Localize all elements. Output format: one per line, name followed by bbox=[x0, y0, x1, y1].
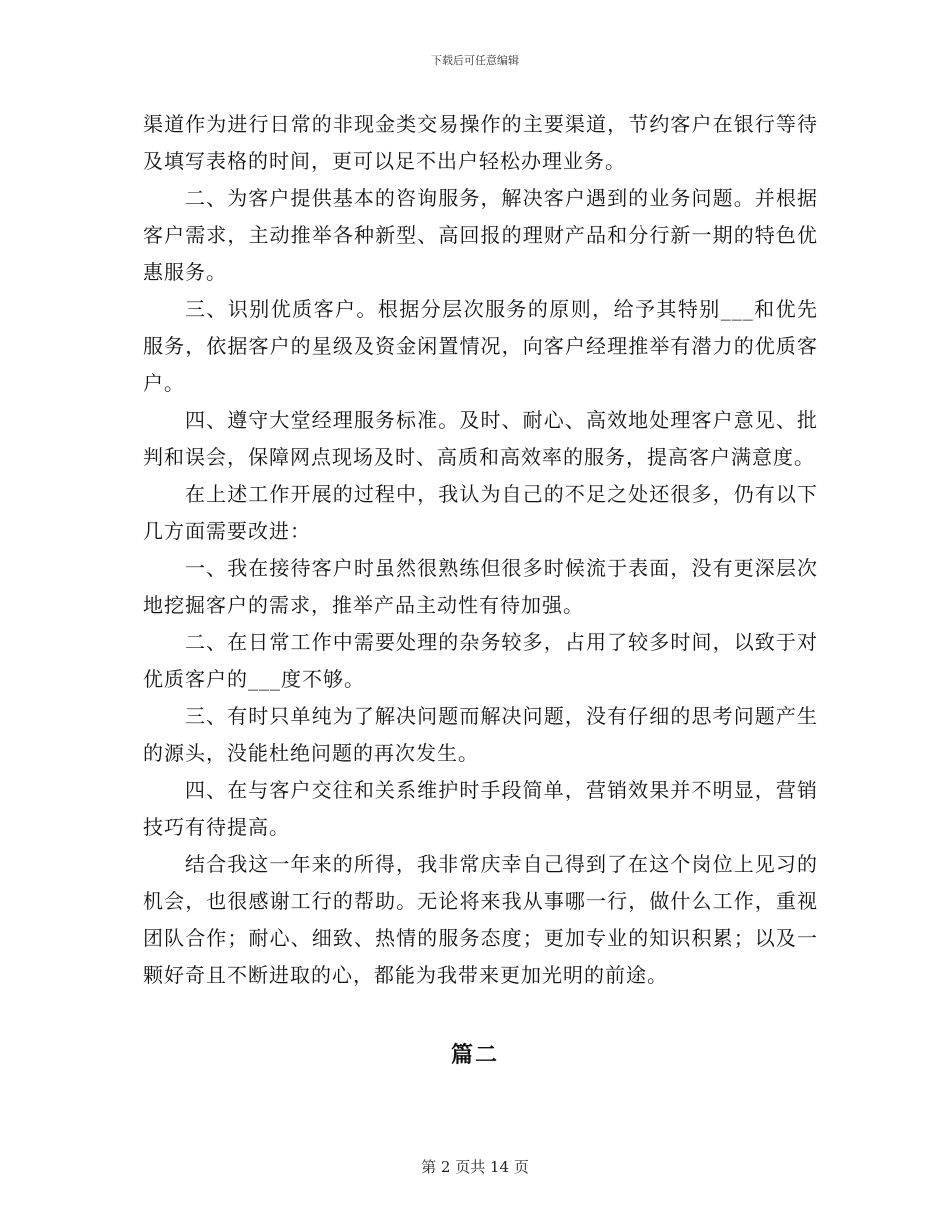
page-number-footer: 第 2 页共 14 页 bbox=[421, 1158, 529, 1176]
paragraph-shortcomings-intro: 在上述工作开展的过程中，我认为自己的不足之处还很多，仍有以下几方面需要改进： bbox=[143, 482, 818, 543]
paragraph-identify-customers: 三、识别优质客户。根据分层次服务的原则，给予其特别___和优先服务，依据客户的星级及资金闲置情况，向客户经理推举有潜力的优质客户。 bbox=[143, 297, 818, 395]
paragraph-improvement-2: 二、在日常工作中需要处理的杂务较多，占用了较多时间，以致于对优质客户的___度不够。 bbox=[143, 630, 818, 691]
paragraph-improvement-3: 三、有时只单纯为了解决问题而解决问题，没有仔细的思考问题产生的源头，没能杜绝问题的再次发生。 bbox=[143, 704, 818, 765]
page-header: 下载后可任意编辑 bbox=[431, 54, 519, 67]
paragraph-consulting-service: 二、为客户提供基本的咨询服务，解决客户遇到的业务问题。并根据客户需求，主动推举各种新型、高回报的理财产品和分行新一期的特色优惠服务。 bbox=[143, 186, 818, 284]
paragraph-service-standard: 四、遵守大堂经理服务标准。及时、耐心、高效地处理客户意见、批判和误会，保障网点现场及时、高质和高效率的服务，提高客户满意度。 bbox=[143, 408, 818, 469]
paragraph-continuation: 渠道作为进行日常的非现金类交易操作的主要渠道，节约客户在银行等待及填写表格的时间，更可以足不出户轻松办理业务。 bbox=[143, 112, 818, 173]
paragraph-improvement-4: 四、在与客户交往和关系维护时手段简单，营销效果并不明显，营销技巧有待提高。 bbox=[143, 778, 818, 839]
paragraph-improvement-1: 一、我在接待客户时虽然很熟练但很多时候流于表面，没有更深层次地挖掘客户的需求，推举产品主动性有待加强。 bbox=[143, 556, 818, 617]
paragraph-conclusion: 结合我这一年来的所得，我非常庆幸自己得到了在这个岗位上见习的机会，也很感谢工行的帮助。无论将来我从事哪一行，做什么工作，重视团队合作；耐心、细致、热情的服务态度；更加专业的知识积累；以及一颗好奇且不断进取的心，都能为我带来更加光明的前途。 bbox=[143, 852, 818, 987]
document-body bbox=[143, 106, 818, 994]
section-heading: 篇二 bbox=[450, 1043, 499, 1068]
